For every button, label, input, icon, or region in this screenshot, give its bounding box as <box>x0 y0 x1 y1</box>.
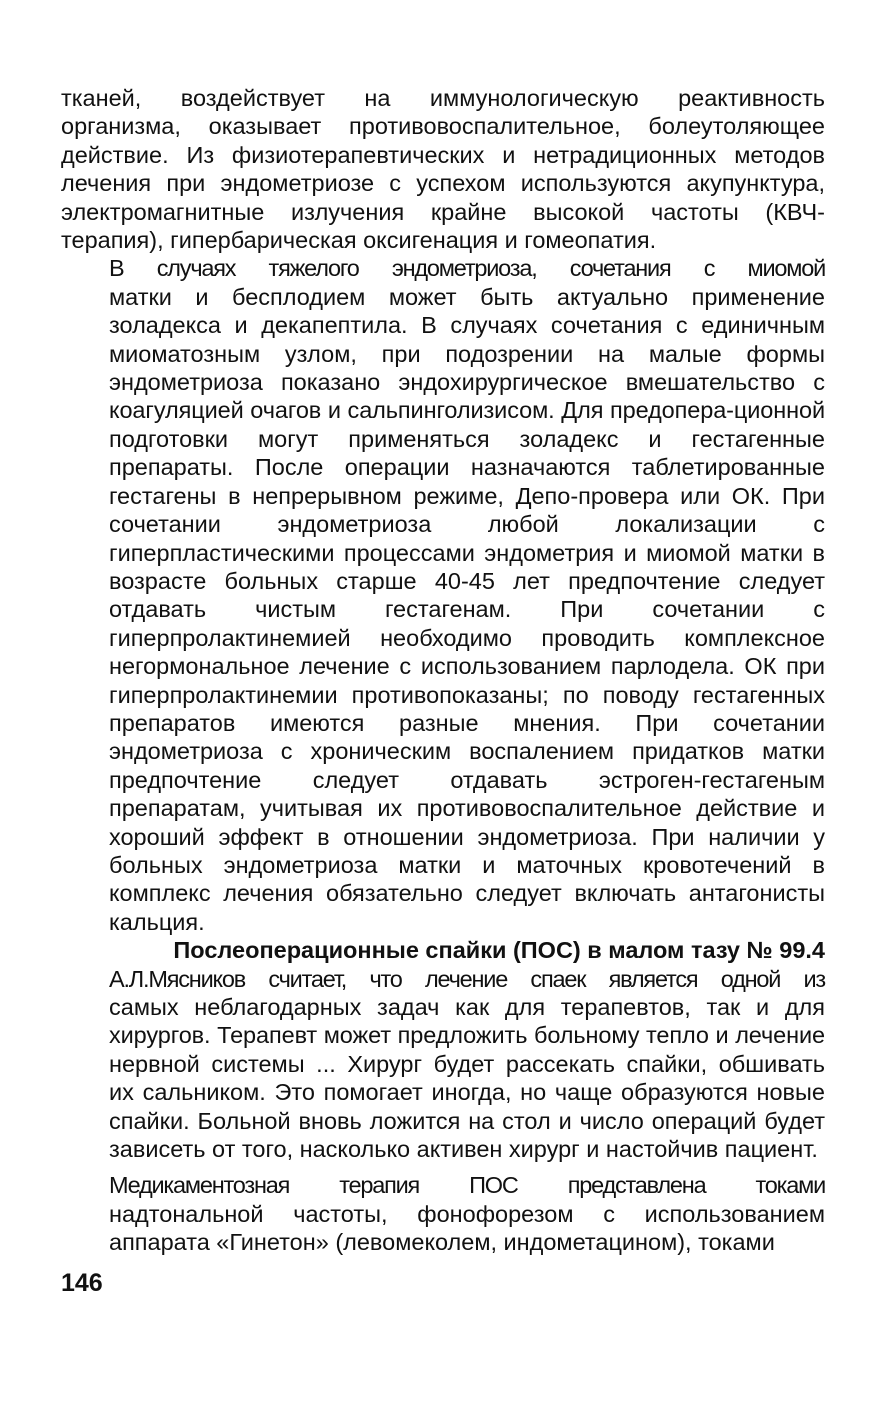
text-line: предпочтение следует отдавать эстроген-гестагеным <box>109 766 825 793</box>
text-line: препаратам, учитывая их противовоспалительное действие и <box>109 795 825 822</box>
text-line: негормональное лечение с использованием парлодела. ОК при <box>109 653 825 680</box>
text-line: эндометриоза с хроническим воспалением придатков матки <box>109 738 825 765</box>
text-line: кальция. <box>109 908 205 935</box>
text-line: аппарата «Гинетон» (левомеколем, индометацином), токами <box>109 1229 775 1256</box>
text-line: их сальником. Это помогает иногда, но чаще образуются новые <box>109 1079 825 1106</box>
text-line: эндометриоза показано эндохирургическое вмешательство с <box>109 369 825 396</box>
page-number: 146 <box>61 1269 103 1297</box>
text-line: Медикаментозная терапия ПОС представлена токами <box>109 1172 825 1199</box>
text-line: лечения при эндометриозе с успехом используются акупунктура, <box>61 170 825 197</box>
text-line: сочетании эндометриоза любой локализации с <box>109 511 825 538</box>
text-line: гиперпластическими процессами эндометрия и миомой матки в <box>109 539 825 566</box>
text-line: действие. Из физиотерапевтических и нетрадиционных методов <box>61 141 825 168</box>
text-line: электромагнитные излучения крайне высокой частоты (КВЧ- <box>61 198 825 225</box>
paragraph-severe-endometriosis <box>61 254 825 936</box>
text-line: комплекс лечения обязательно следует включать антагонисты <box>109 880 825 907</box>
text-line: тканей, воздействует на иммунологическую реактивность <box>61 85 825 111</box>
text-line: терапия), гипербарическая оксигенация и гомеопатия. <box>61 227 657 254</box>
text-line: зависеть от того, насколько активен хирург и настойчив пациент. <box>109 1136 818 1163</box>
text-line: гиперпролактинемией необходимо проводить комплексное <box>109 624 825 651</box>
paragraph-myasnikov <box>61 965 825 1164</box>
paragraph-physiotherapy <box>61 84 825 254</box>
text-line: возрасте больных старше 40-45 лет предпочтение следует <box>109 567 825 594</box>
text-line: препараты. После операции назначаются таблетированные <box>109 454 825 481</box>
section-heading: Послеоперационные спайки (ПОС) в малом тазу № 99.4 <box>173 937 825 964</box>
text-line: коагуляцией очагов и сальпинголизисом. Для предопера-ционной <box>109 397 825 424</box>
text-line: хороший эффект в отношении эндометриоза. При наличии у <box>109 823 825 850</box>
text-line: больных эндометриоза матки и маточных кровотечений в <box>109 851 825 878</box>
text-line: отдавать чистым гестагенам. При сочетании с <box>109 596 825 623</box>
text-line: спайки. Больной вновь ложится на стол и число операций будет <box>109 1107 825 1134</box>
text-line: подготовки могут применяться золадекс и гестагенные <box>109 425 825 452</box>
text-line: организма, оказывает противовоспалительное, болеутоляющее <box>61 113 825 140</box>
text-line: гиперпролактинемии противопоказаны; по поводу гестагенных <box>109 681 825 708</box>
text-line: золадекса и декапептила. В случаях сочетания с единичным <box>109 312 825 339</box>
book-page <box>61 84 825 1257</box>
text-line: матки и бесплодием может быть актуально применение <box>109 283 825 310</box>
text-line: А.Л.Мясников считает, что лечение спаек является одной из <box>109 965 825 992</box>
text-line: нервной системы ... Хирург будет рассекать спайки, обшивать <box>109 1050 825 1077</box>
text-line: самых неблагодарных задач как для терапевтов, так и для <box>109 994 825 1020</box>
paragraph-gap <box>61 1163 825 1171</box>
paragraph-drug-therapy <box>61 1171 825 1256</box>
text-line: миоматозным узлом, при подозрении на малые формы <box>109 340 825 367</box>
text-line: хирургов. Терапевт может предложить больному тепло и лечение <box>109 1022 825 1049</box>
text-line: препаратов имеются разные мнения. При сочетании <box>109 709 825 736</box>
text-line: гестагены в непрерывном режиме, Депо-провера или ОК. При <box>109 482 825 509</box>
text-line: В случаях тяжелого эндометриоза, сочетания с миомой <box>109 255 825 282</box>
text-line: надтональной частоты, фонофорезом с использованием <box>109 1200 825 1227</box>
